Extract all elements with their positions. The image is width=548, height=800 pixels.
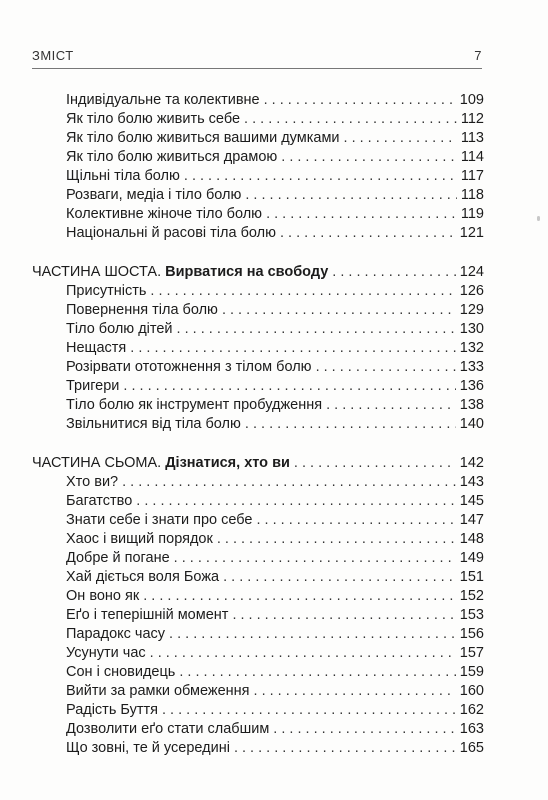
toc-entry-title: Як тіло болю живить себе — [66, 111, 241, 127]
toc-entry — [66, 568, 484, 586]
toc-entry — [66, 186, 484, 204]
leader-dots — [143, 587, 456, 605]
part-heading — [32, 263, 484, 281]
leader-dots — [177, 320, 456, 338]
toc-entry-page: 121 — [459, 225, 484, 241]
leader-dots — [244, 110, 457, 128]
leader-dots — [222, 301, 456, 319]
toc-entry-title: Щільні тіла болю — [66, 168, 180, 184]
leader-dots — [122, 473, 456, 491]
toc-entry-page: 153 — [459, 607, 484, 623]
toc-entry — [66, 644, 484, 662]
toc-entry-page: 133 — [459, 359, 484, 375]
toc-entry — [66, 492, 484, 510]
leader-dots — [281, 148, 457, 166]
toc-entry — [66, 396, 484, 414]
toc-entry-page: 165 — [459, 740, 484, 756]
toc-entry-title: Присутність — [66, 283, 147, 299]
toc-entry-page: 157 — [459, 645, 484, 661]
toc-entry — [66, 320, 484, 338]
toc-entry-page: 117 — [460, 168, 484, 184]
toc-entry-page: 118 — [460, 187, 484, 203]
toc-entry-title: Хто ви? — [66, 474, 119, 490]
toc-entry — [66, 549, 484, 567]
toc-entry — [66, 224, 484, 242]
toc-entry-title: Індивідуальне та колективне — [66, 92, 260, 108]
toc-entry — [66, 110, 484, 128]
toc-entry — [66, 701, 484, 719]
toc-entry — [66, 358, 484, 376]
leader-dots — [344, 129, 457, 147]
leader-dots — [150, 282, 455, 300]
toc-entry-page: 148 — [459, 531, 484, 547]
leader-dots — [223, 568, 456, 586]
paper-speck — [537, 216, 540, 221]
leader-dots — [245, 186, 457, 204]
toc-entry-page: 130 — [459, 321, 484, 337]
part-heading — [32, 454, 484, 472]
toc-entry-title: Усунути час — [66, 645, 146, 661]
toc-entry — [66, 473, 484, 491]
toc-entry-title: Як тіло болю живиться вашими думками — [66, 130, 340, 146]
part-page: 124 — [459, 264, 484, 280]
toc-entry-page: 147 — [459, 512, 484, 528]
leader-dots — [162, 701, 456, 719]
toc-entry-title: Як тіло болю живиться драмою — [66, 149, 278, 165]
toc-entry-title: Дозволити еґо стати слабшим — [66, 721, 270, 737]
toc-entry-page: 160 — [459, 683, 484, 699]
toc-entry-title: Парадокс часу — [66, 626, 166, 642]
toc-entry-page: 109 — [459, 92, 484, 108]
toc-entry-title: Добре й погане — [66, 550, 170, 566]
toc-entry-page: 152 — [459, 588, 484, 604]
toc-entry-title: Національні й расові тіла болю — [66, 225, 276, 241]
toc-entry-page: 126 — [459, 283, 484, 299]
toc-entry-page: 132 — [459, 340, 484, 356]
toc-entry-title: Радість Буття — [66, 702, 158, 718]
toc-entry-title: Повернення тіла болю — [66, 302, 218, 318]
toc-entry-page: 112 — [460, 111, 484, 127]
leader-dots — [254, 682, 456, 700]
toc-entry-title: Розваги, медіа і тіло болю — [66, 187, 242, 203]
header-rule — [32, 68, 482, 69]
toc-entry-title: Тіло болю як інструмент пробудження — [66, 397, 323, 413]
leader-dots — [332, 263, 456, 281]
toc-entry-page: 145 — [459, 493, 484, 509]
leader-dots — [150, 644, 456, 662]
toc-entry — [66, 167, 484, 185]
leader-dots — [174, 549, 456, 567]
leader-dots — [130, 339, 456, 357]
part-label: ЧАСТИНА ШОСТА. — [32, 264, 162, 280]
toc-entry-page: 136 — [459, 378, 484, 394]
leader-dots — [184, 167, 457, 185]
toc-entry — [66, 625, 484, 643]
toc-entry-title: Знати себе і знати про себе — [66, 512, 253, 528]
leader-dots — [245, 415, 456, 433]
leader-dots — [264, 91, 456, 109]
toc-entry-title: Тригери — [66, 378, 120, 394]
toc-entry-page: 119 — [460, 206, 484, 222]
toc-entry-title: Колективне жіноче тіло болю — [66, 206, 263, 222]
toc-entry-page: 151 — [459, 569, 484, 585]
leader-dots — [217, 530, 456, 548]
toc-entry — [66, 663, 484, 681]
toc-entry — [66, 301, 484, 319]
toc-entry-page: 129 — [459, 302, 484, 318]
leader-dots — [316, 358, 456, 376]
toc-entry — [66, 720, 484, 738]
toc-entry-page: 138 — [459, 397, 484, 413]
leader-dots — [273, 720, 456, 738]
leader-dots — [179, 663, 455, 681]
part-title: Дізнатися, хто ви — [165, 455, 290, 471]
toc-entry — [66, 530, 484, 548]
toc-entry — [66, 148, 484, 166]
toc-entry-page: 156 — [459, 626, 484, 642]
toc-entry-title: Звільнитися від тіла болю — [66, 416, 241, 432]
toc-entry-page: 149 — [459, 550, 484, 566]
leader-dots — [232, 606, 455, 624]
leader-dots — [266, 205, 457, 223]
leader-dots — [256, 511, 455, 529]
toc-entry — [66, 415, 484, 433]
part-title: Вирватися на свободу — [165, 264, 329, 280]
leader-dots — [123, 377, 455, 395]
toc-entry-page: 163 — [459, 721, 484, 737]
toc-entry-page: 140 — [459, 416, 484, 432]
toc-entry-title: Нещастя — [66, 340, 127, 356]
toc-entry — [66, 739, 484, 757]
toc-entry-page: 162 — [459, 702, 484, 718]
part-label: ЧАСТИНА СЬОМА. — [32, 455, 162, 471]
toc-entry — [66, 682, 484, 700]
toc-entry — [66, 91, 484, 109]
toc-entry-page: 143 — [459, 474, 484, 490]
leader-dots — [294, 454, 456, 472]
leader-dots — [326, 396, 456, 414]
toc-entry — [66, 129, 484, 147]
leader-dots — [280, 224, 456, 242]
toc-entry — [66, 587, 484, 605]
toc-entry-title: Еґо і теперішній момент — [66, 607, 229, 623]
toc-entry-title: Сон і сновидець — [66, 664, 176, 680]
toc-entry-title: Багатство — [66, 493, 133, 509]
toc-entry — [66, 606, 484, 624]
toc-entry-title: Он воно як — [66, 588, 140, 604]
toc-entry — [66, 339, 484, 357]
leader-dots — [136, 492, 456, 510]
toc-entry — [66, 511, 484, 529]
page-number: 7 — [474, 48, 482, 63]
toc-entry — [66, 205, 484, 223]
toc-entry-title: Вийти за рамки обмеження — [66, 683, 250, 699]
toc-entry — [66, 377, 484, 395]
toc-entry-title: Що зовні, те й усередині — [66, 740, 230, 756]
part-page: 142 — [459, 455, 484, 471]
toc-entry-title: Розірвати ототожнення з тілом болю — [66, 359, 312, 375]
toc-entry-title: Хай діється воля Божа — [66, 569, 220, 585]
toc-entry-page: 159 — [459, 664, 484, 680]
leader-dots — [169, 625, 456, 643]
section-title: ЗМІСТ — [32, 48, 74, 63]
toc-entry — [66, 282, 484, 300]
toc-entry-title: Тіло болю дітей — [66, 321, 173, 337]
toc-entry-page: 114 — [460, 149, 484, 165]
toc-entry-title: Хаос і вищий порядок — [66, 531, 213, 547]
toc-entry-page: 113 — [460, 130, 484, 146]
leader-dots — [234, 739, 456, 757]
running-head — [32, 48, 482, 63]
